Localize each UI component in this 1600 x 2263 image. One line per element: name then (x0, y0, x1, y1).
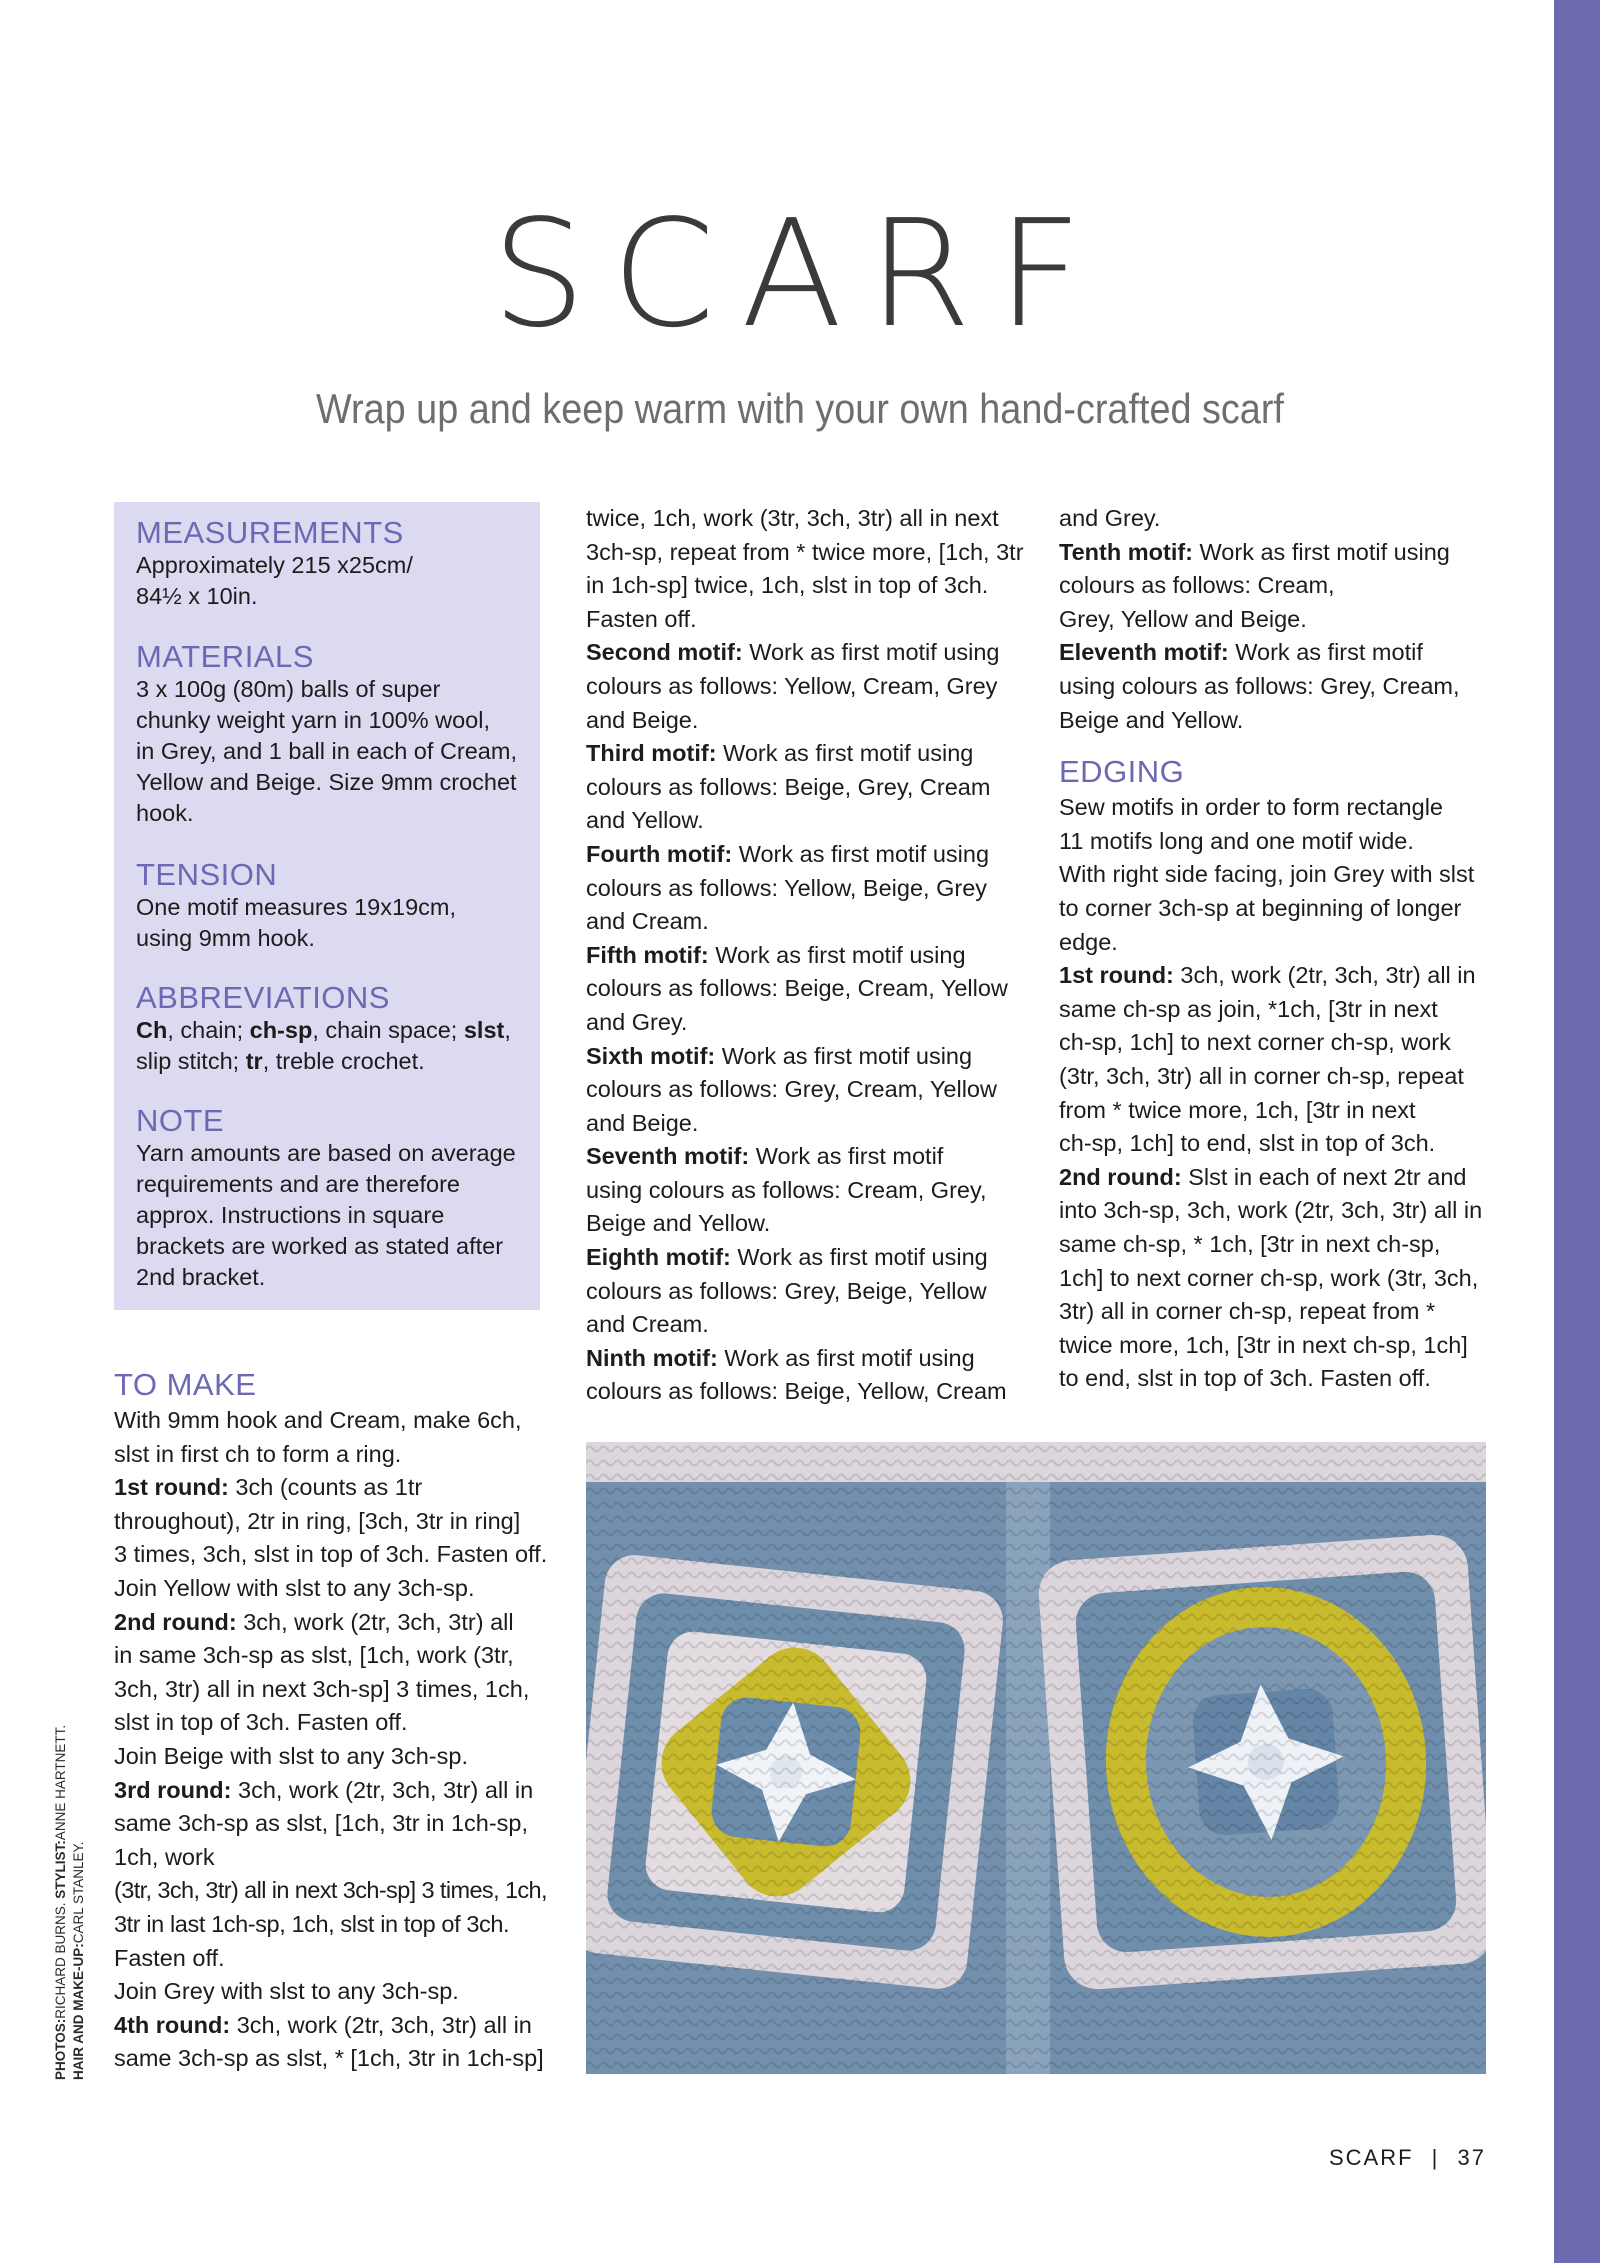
motif-label: Tenth motif: (1059, 538, 1194, 565)
text-line: Join Yellow with slst to any 3ch-sp. (114, 1575, 475, 1602)
text-line: into 3ch-sp, 3ch, work (2tr, 3ch, 3tr) all in (1059, 1197, 1483, 1224)
text-line: and Grey. (1059, 505, 1161, 531)
motif-label: Seventh motif: (586, 1143, 750, 1170)
abbr-term: tr (245, 1048, 263, 1075)
text-line: and Cream. (586, 908, 709, 935)
materials-line: in Grey, and 1 ball in each of Cream, (136, 738, 517, 765)
motif-label: Fifth motif: (586, 941, 709, 968)
page-title: SCARF (491, 188, 1109, 360)
abbr-text: , treble crochet. (262, 1048, 425, 1075)
note-line: Yarn amounts are based on average (136, 1140, 516, 1167)
measurements-line: Approximately 215 x25cm/ (136, 552, 413, 579)
text-line: in 1ch-sp] twice, 1ch, slst in top of 3ch. (586, 572, 989, 599)
text-line: With 9mm hook and Cream, make 6ch, (114, 1407, 522, 1434)
credits-line: HAIR AND MAKE-UP:CARL STANLEY. (71, 1841, 86, 2080)
abbreviations-line (136, 1015, 532, 1046)
text-line: Eighth motif: Work as first motif using (586, 1244, 988, 1271)
text-line: to corner 3ch-sp at beginning of longer (1059, 895, 1462, 922)
note-heading: NOTE (136, 1103, 225, 1138)
text-line: 3rd round: 3ch, work (2tr, 3ch, 3tr) all in (114, 1776, 534, 1803)
page-footer (1329, 2145, 1486, 2171)
text-line: Join Beige with slst to any 3ch-sp. (114, 1743, 468, 1770)
text-line: 1ch, work (114, 1843, 215, 1870)
note-line: approx. Instructions in square (136, 1202, 445, 1229)
text-line: Fourth motif: Work as first motif using (586, 840, 990, 867)
text-line: 3tr in last 1ch-sp, 1ch, slst in top of 3ch. (114, 1911, 510, 1937)
materials-line: Yellow and Beige. Size 9mm crochet (136, 769, 517, 796)
materials-section (136, 640, 532, 829)
text-line: 11 motifs long and one motif wide. (1059, 827, 1414, 854)
text-line: colours as follows: Grey, Beige, Yellow (586, 1277, 987, 1304)
motif-label: Third motif: (586, 740, 717, 767)
tension-line: One motif measures 19x19cm, (136, 894, 456, 921)
text-line: using colours as follows: Cream, Grey, (586, 1176, 987, 1203)
text-line: and Yellow. (586, 807, 704, 834)
round-label: 2nd round: (114, 1608, 237, 1635)
text-line: Fifth motif: Work as first motif using (586, 941, 966, 968)
text-line: same ch-sp, * 1ch, [3tr in next ch-sp, (1059, 1230, 1441, 1257)
text-line: Sixth motif: Work as first motif using (586, 1042, 973, 1069)
text-line: (3tr, 3ch, 3tr) all in next 3ch-sp] 3 times, 1ch, (114, 1877, 547, 1904)
text-line: edge. (1059, 928, 1118, 955)
to-make-heading: TO MAKE (114, 1367, 257, 1402)
text-line: Fasten off. (114, 1944, 225, 1971)
motif-label: Fourth motif: (586, 840, 733, 867)
text-line: ch-sp, 1ch] to next corner ch-sp, work (1059, 1029, 1451, 1056)
abbr-text: , chain; (167, 1017, 250, 1044)
text-line: colours as follows: Grey, Cream, Yellow (586, 1076, 997, 1103)
text-line: and Beige. (586, 1109, 699, 1136)
text-line: 3 times, 3ch, slst in top of 3ch. Fasten off. (114, 1541, 548, 1568)
motif-label: Eleventh motif: (1059, 639, 1229, 666)
page-subtitle: Wrap up and keep warm with your own hand-crafted scarf (316, 385, 1284, 432)
photo-credits (52, 1725, 88, 2080)
text-line: Beige and Yellow. (1059, 706, 1244, 733)
text-line: 3ch, 3tr) all in next 3ch-sp] 3 times, 1ch, (114, 1675, 530, 1702)
text-line: ch-sp, 1ch] to end, slst in top of 3ch. (1059, 1130, 1436, 1157)
abbr-text: , (504, 1017, 511, 1044)
text-line: in same 3ch-sp as slst, [1ch, work (3tr, (114, 1642, 514, 1669)
text-line: With right side facing, join Grey with slst (1059, 861, 1475, 888)
text-line: colours as follows: Yellow, Cream, Grey (586, 672, 998, 699)
text-line: Grey, Yellow and Beige. (1059, 605, 1307, 632)
materials-heading: MATERIALS (136, 639, 314, 674)
round-label: 4th round: (114, 2011, 231, 2038)
text-line: slst in first ch to form a ring. (114, 1440, 402, 1467)
text-line: 3ch-sp, repeat from * twice more, [1ch, 3tr (586, 538, 1024, 565)
round-label: 3rd round: (114, 1776, 232, 1803)
text-line: Ninth motif: Work as first motif using (586, 1344, 975, 1371)
text-line: 2nd round: Slst in each of next 2tr and (1059, 1163, 1467, 1190)
text-line: Fasten off. (586, 605, 697, 632)
text-line: twice, 1ch, work (3tr, 3ch, 3tr) all in next (586, 505, 999, 531)
text-line: colours as follows: Cream, (1059, 572, 1335, 599)
text-line: to end, slst in top of 3ch. Fasten off. (1059, 1365, 1431, 1392)
materials-line: hook. (136, 800, 194, 827)
text-line: same 3ch-sp as slst, [1ch, 3tr in 1ch-sp, (114, 1810, 529, 1837)
text-line: slst in top of 3ch. Fasten off. (114, 1709, 408, 1736)
text-line: 2nd round: 3ch, work (2tr, 3ch, 3tr) all (114, 1608, 514, 1635)
round-label: 1st round: (114, 1474, 229, 1501)
motif-label: Second motif: (586, 639, 743, 666)
footer-separator: | (1431, 2145, 1440, 2170)
motif-label: Ninth motif: (586, 1344, 718, 1371)
granny-square-photo (586, 1442, 1486, 2074)
note-section (136, 1104, 532, 1293)
abbreviations-line (136, 1046, 532, 1077)
text-line: Sew motifs in order to form rectangle (1059, 794, 1443, 821)
materials-line: 3 x 100g (80m) balls of super (136, 676, 441, 703)
granny-square-illustration (586, 1442, 1486, 2074)
measurements-heading: MEASUREMENTS (136, 515, 404, 550)
motifs-column (586, 502, 1026, 1409)
to-make-column (114, 1358, 554, 2076)
text-line: Seventh motif: Work as first motif (586, 1143, 944, 1170)
text-line: Tenth motif: Work as first motif using (1059, 538, 1450, 565)
text-line: Third motif: Work as first motif using (586, 740, 974, 767)
text-line: 1ch] to next corner ch-sp, work (3tr, 3ch, (1059, 1264, 1479, 1291)
text-line: 1st round: 3ch, work (2tr, 3ch, 3tr) all in (1059, 962, 1476, 989)
materials-line: chunky weight yarn in 100% wool, (136, 707, 491, 734)
tension-heading: TENSION (136, 857, 278, 892)
abbr-text: , chain space; (312, 1017, 464, 1044)
edging-column (1059, 502, 1499, 1396)
abbreviations-heading: ABBREVIATIONS (136, 980, 390, 1015)
text-line: Second motif: Work as first motif using (586, 639, 1000, 666)
text-line: Join Grey with slst to any 3ch-sp. (114, 1978, 459, 2005)
text-line: colours as follows: Beige, Yellow, Cream (586, 1378, 1007, 1405)
tension-section (136, 858, 532, 954)
tension-line: using 9mm hook. (136, 925, 315, 952)
credits-line: PHOTOS:RICHARD BURNS. STYLIST:ANNE HARTNETT. (53, 1724, 68, 2080)
abbr-text: slip stitch; (136, 1048, 246, 1075)
text-line: (3tr, 3ch, 3tr) all in corner ch-sp, repeat (1059, 1063, 1464, 1089)
text-line: 1st round: 3ch (counts as 1tr (114, 1474, 423, 1501)
note-line: brackets are worked as stated after (136, 1233, 504, 1260)
text-line: colours as follows: Yellow, Beige, Grey (586, 874, 988, 901)
text-line: from * twice more, 1ch, [3tr in next (1059, 1096, 1416, 1123)
page-number: 37 (1457, 2145, 1486, 2170)
text-line: and Grey. (586, 1008, 688, 1035)
note-line: 2nd bracket. (136, 1264, 266, 1291)
note-line: requirements and are therefore (136, 1171, 460, 1198)
text-line: 4th round: 3ch, work (2tr, 3ch, 3tr) all in (114, 2011, 532, 2038)
text-line: and Beige. (586, 706, 699, 733)
text-line: colours as follows: Beige, Cream, Yellow (586, 975, 1008, 1002)
text-line: Eleventh motif: Work as first motif (1059, 639, 1423, 666)
edging-heading: EDGING (1059, 754, 1185, 790)
text-line: 3tr) all in corner ch-sp, repeat from * (1059, 1298, 1436, 1325)
footer-section: SCARF (1328, 2145, 1414, 2170)
text-line: throughout), 2tr in ring, [3ch, 3tr in ring] (114, 1507, 521, 1534)
text-line: and Cream. (586, 1311, 709, 1338)
abbr-term: ch-sp (249, 1017, 313, 1044)
measurements-section (136, 516, 532, 612)
measurements-line: 84½ x 10in. (136, 583, 258, 610)
motif-label: Sixth motif: (586, 1042, 716, 1069)
abbr-term: slst (463, 1017, 505, 1044)
round-label: 1st round: (1059, 962, 1174, 989)
abbreviations-section (136, 981, 532, 1077)
abbr-term: Ch (136, 1017, 168, 1044)
text-line: same ch-sp as join, *1ch, [3tr in next (1059, 995, 1438, 1022)
text-line: twice more, 1ch, [3tr in next ch-sp, 1ch] (1059, 1331, 1468, 1358)
text-line: using colours as follows: Grey, Cream, (1059, 672, 1460, 699)
text-line: colours as follows: Beige, Grey, Cream (586, 773, 991, 800)
round-label: 2nd round: (1059, 1163, 1182, 1190)
text-line: same 3ch-sp as slst, * [1ch, 3tr in 1ch-sp] (114, 2045, 544, 2072)
motif-label: Eighth motif: (586, 1244, 731, 1271)
text-line: Beige and Yellow. (586, 1210, 771, 1237)
